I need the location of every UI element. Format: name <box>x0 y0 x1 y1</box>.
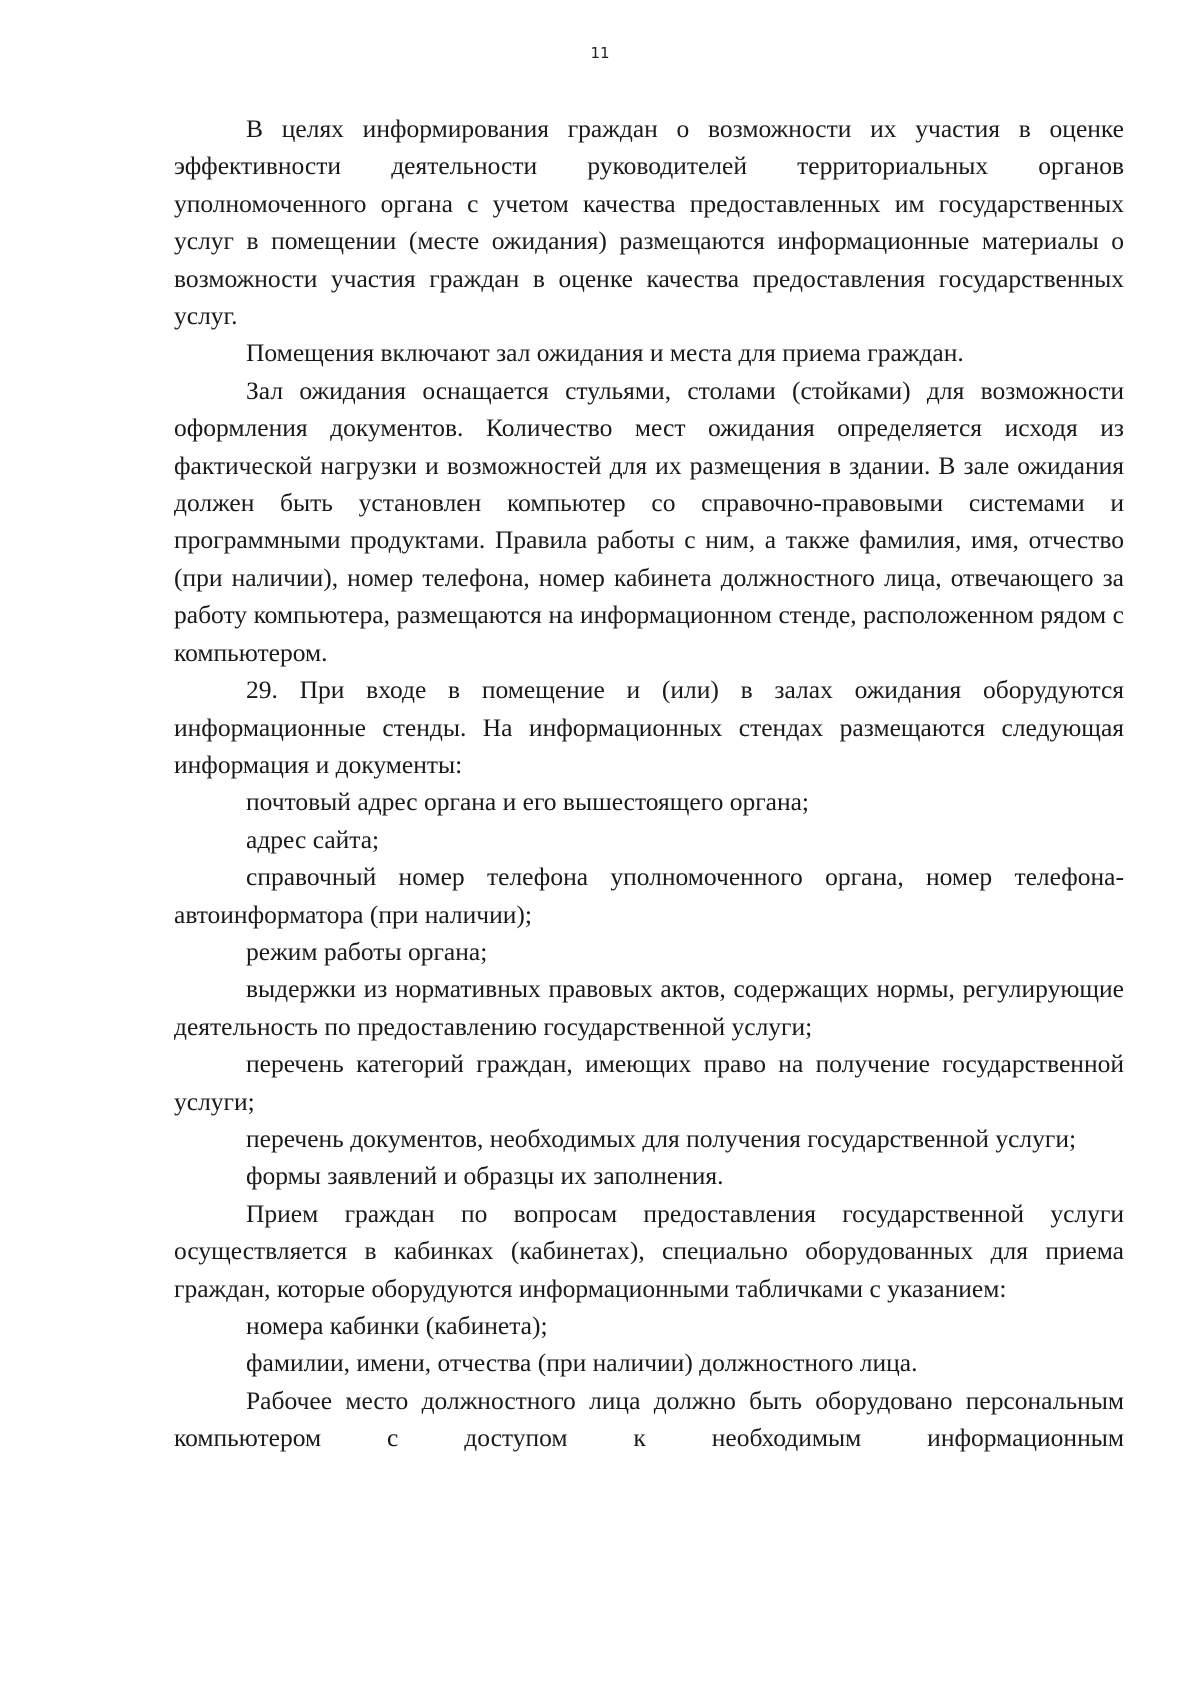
list-item-booth-number: номера кабинки (кабинета); <box>246 1311 548 1340</box>
paragraph-reception-of-citizens: Прием граждан по вопросам предоставления государственной услуги осуществляется в кабинках (кабинетах), специально оборудованных для приема граждан, которые оборудуются информационными табличками с указанием: <box>174 1198 1124 1303</box>
paragraph-information-about-evaluation: В целях информирования граждан о возможности их участия в оценке эффективности деятельности руководителей территориальных органов уполномоченного органа с учетом качества предоставленных им государственных услуг в помещении (месте ожидания) размещаются информационные материалы о возможности участия граждан в оценке качества предоставления государственных услуг. <box>174 114 1124 331</box>
list-item-official-name: фамилии, имени, отчества (при наличии) должностного лица. <box>246 1348 918 1378</box>
paragraph-waiting-hall: Зал ожидания оснащается стульями, столами (стойками) для возможности оформления документов. Количество мест ожидания определяется исходя из фактической нагрузки и возможностей для их размещения в здании. В зале ожидания должен быть установлен компьютер со справочно-правовыми системами и программными продуктами. Правила работы с ним, а также фамилия, имя, отчество (при наличии), номер телефона, номер кабинета должностного лица, отвечающего за работу компьютера, размещаются на информационном стенде, расположенном рядом с компьютером. <box>174 375 1124 667</box>
page-number: 11 <box>590 44 610 62</box>
list-item-postal-address: почтовый адрес органа и его вышестоящего органа; <box>246 787 810 817</box>
paragraph-workplace: Рабочее место должностного лица должно быть оборудовано персональным компьютером с доступом к необходимым информационным <box>174 1385 1124 1453</box>
paragraph-premises: Помещения включают зал ожидания и места для приема граждан. <box>246 338 964 368</box>
list-item-required-documents: перечень документов, необходимых для получения государственной услуги; <box>246 1123 1077 1153</box>
list-item-working-hours: режим работы органа; <box>246 936 488 966</box>
list-item-citizen-categories: перечень категорий граждан, имеющих право на получение государственной услуги; <box>174 1049 1124 1116</box>
list-item-application-forms: формы заявлений и образцы их заполнения. <box>246 1161 724 1191</box>
list-item-phone-numbers: справочный номер телефона уполномоченного органа, номер телефона-автоинформатора (при наличии); <box>174 862 1124 929</box>
list-item-legal-extracts: выдержки из нормативных правовых актов, содержащих нормы, регулирующие деятельность по предоставлению государственной услуги; <box>174 974 1124 1041</box>
paragraph-item-29: 29. При входе в помещение и (или) в залах ожидания оборудуются информационные стенды. На информационных стендах размещаются следующая информация и документы: <box>174 675 1124 779</box>
document-body <box>174 110 1124 1457</box>
list-item-website-address: адрес сайта; <box>246 824 380 854</box>
